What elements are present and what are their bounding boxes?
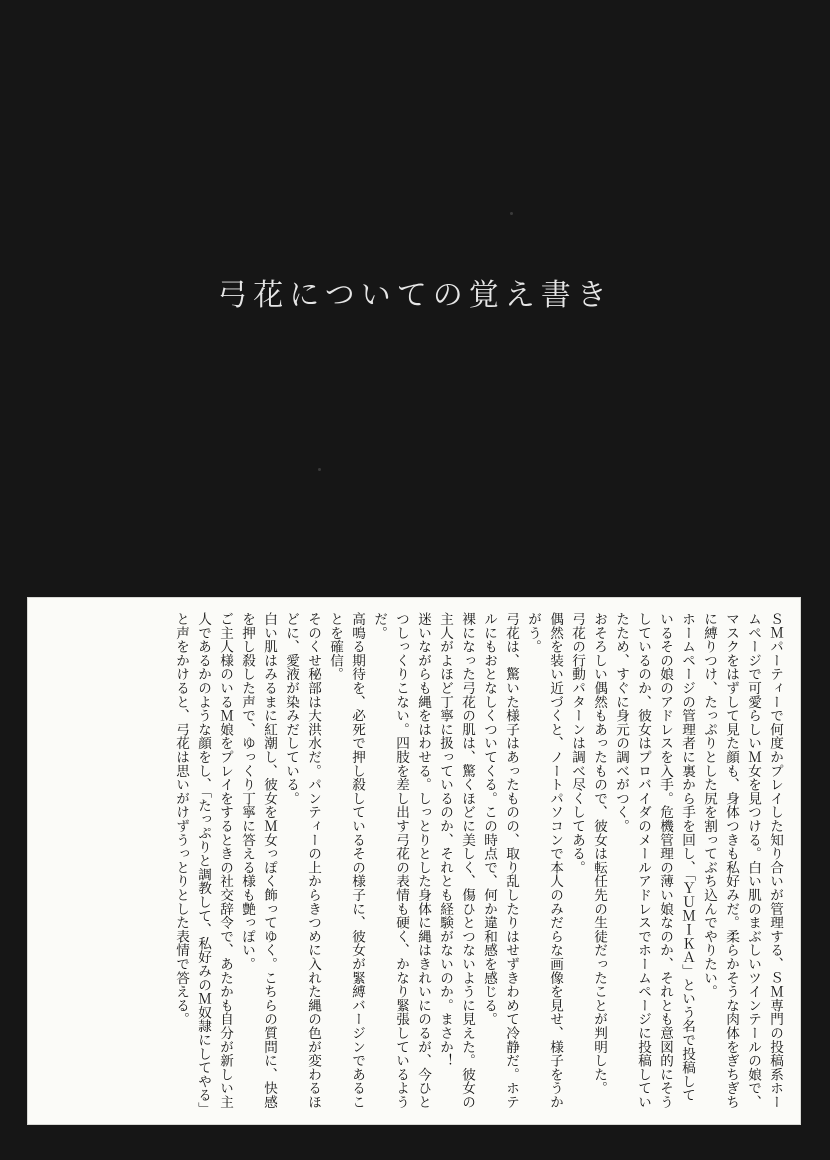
vertical-body-text bbox=[36, 612, 786, 1112]
paragraph: 白い肌はみるまに紅潮し、彼女をＭ女っぽく飾ってゆく。こちらの質問に、快感を押し殺した声で、ゆっくり丁寧に答える様も艶っぽい。 bbox=[239, 612, 277, 1109]
paragraph: 弓花は、驚いた様子はあったものの、取り乱したりはせずきわめて冷静だ。ホテルにもおとなしくついてくる。この時点で、何か違和感を感じる。 bbox=[481, 612, 519, 1109]
paragraph: 偶然を装い近づくと、ノートパソコンで本人のみだらな画像を見せ、様子をうかがう。 bbox=[525, 612, 563, 1109]
text-panel bbox=[27, 597, 801, 1125]
paragraph: ＳＭパーティーで何度かプレイした知り合いが管理する、ＳＭ専門の投稿系ホームページで可愛らしいＭ女を見つける。白い肌のまぶしいツインテールの娘で、マスクをはずして見た顔も、身体つきも私好みだ。柔らかそうな肉体をぎちぎちに縛りつけ、たっぷりとした尻を割ってぶち込んでやりたい。 bbox=[701, 612, 783, 1109]
paragraph: 裸になった弓花の肌は、驚くほどに美しく、傷ひとつないように見えた。彼女の主人がよほど丁寧に扱っているのか、それとも経験がないのか。まさか！ bbox=[437, 612, 475, 1109]
paragraph: ご主人様のいるＭ娘をプレイをするときの社交辞令で、あたかも自分が新しい主人であるかのような顔をし、「たっぷりと調教して、私好みのＭ奴隷にしてやる」と声をかけると、弓花は思いがけずうっとりとした表情で答える。 bbox=[173, 612, 233, 1109]
page-title: 弓花についての覚え書き bbox=[217, 278, 613, 313]
dust-speck bbox=[318, 468, 321, 471]
paragraph: ホームページの管理者に裏から手を回し、「ＹＵＭＩＫＡ」という名で投稿しているその娘のアドレスを入手。危機管理の薄い娘なのか、それとも意図的にそうしているのか、彼女はプロバイダのメールアドレスでホームページに投稿していたため、すぐに身元の調べがつく。 bbox=[613, 612, 695, 1109]
paragraph: そのくせ秘部は大洪水だ。パンティーの上からきつめに入れた縄の色が変わるほどに、愛液が染みだしている。 bbox=[283, 612, 321, 1109]
paragraph: おそろしい偶然もあったもので、彼女は転任先の生徒だったことが判明した。 bbox=[591, 612, 607, 1095]
paragraph: 高鳴る期待を、必死で押し殺しているその様子に、彼女が緊縛バージンであることを確信。 bbox=[327, 612, 365, 1109]
paragraph: 迷いながらも縄をはわせる。しっとりとした身体に縄はきれいにのるが、今ひとつしっくりこない。四肢を差し出す弓花の表情も硬く、かなり緊張しているようだ。 bbox=[371, 612, 431, 1109]
paragraph: 弓花の行動パターンは調べ尽くしてある。 bbox=[569, 612, 585, 875]
dust-speck bbox=[510, 212, 513, 215]
